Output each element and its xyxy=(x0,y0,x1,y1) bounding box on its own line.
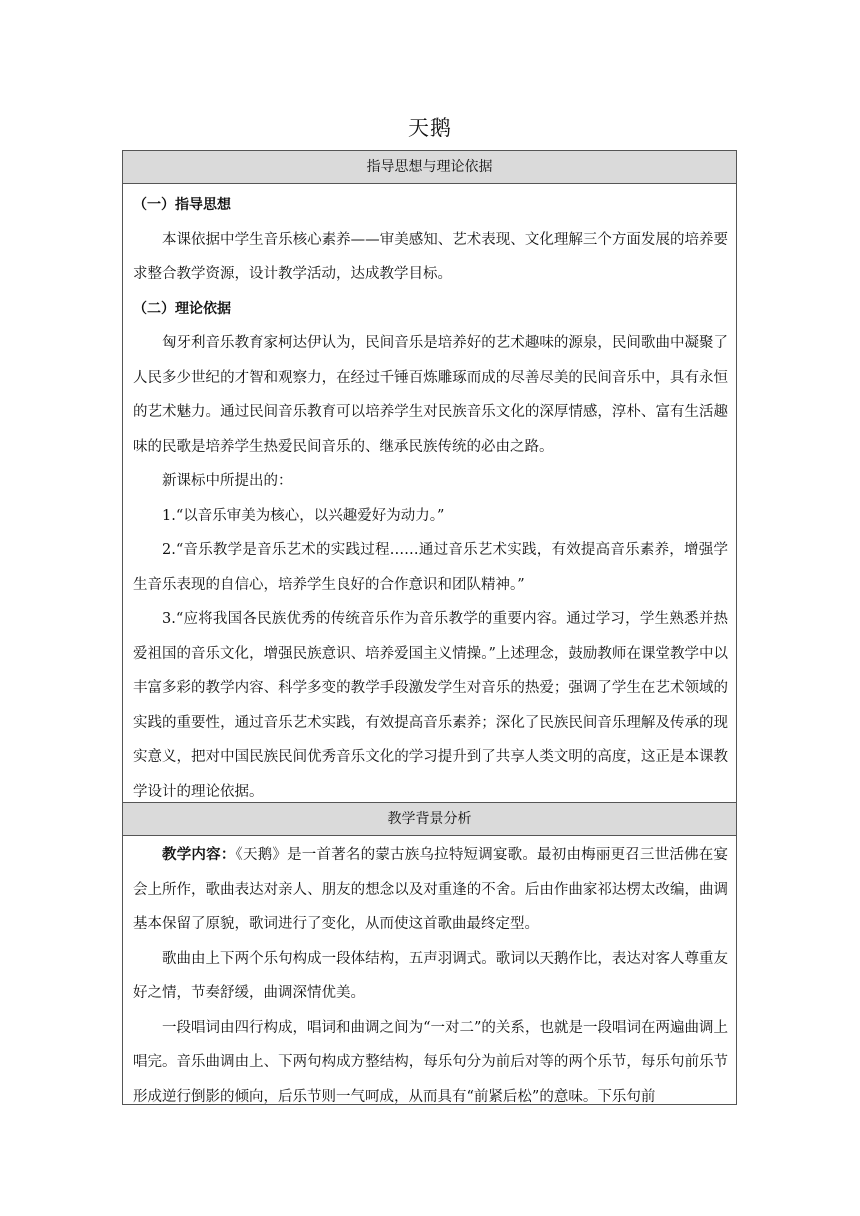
subheading-theoretical-basis: （二）理论依据 xyxy=(133,300,231,317)
paragraph-text: 《天鹅》是一首著名的蒙古族乌拉特短调宴歌。最初由梅丽更召三世活佛在宴会上所作，歌曲表达对亲人、朋友的想念以及对重逢的不舍。后由作曲家祁达楞太改编，曲调基本保留了原貌，歌词进行了变化，从而使这首歌曲最终定型。 xyxy=(133,847,729,932)
section-header-guiding-theory: 指导思想与理论依据 xyxy=(123,151,736,184)
lesson-plan-table xyxy=(122,150,737,1105)
paragraph: 一段唱词由四行构成，唱词和曲调之间为“一对二”的关系，也就是一段唱词在两遍曲调上唱完。音乐曲调由上、下两句构成方整结构，每乐句分为前后对等的两个乐节，每乐句前乐节形成逆行倒影的倾向，后乐节则一气呵成，从而具有“前紧后松”的意味。下乐句前 xyxy=(133,1019,728,1105)
list-item: 3.“应将我国各民族优秀的传统音乐作为音乐教学的重要内容。通过学习，学生熟悉并热爱祖国的音乐文化，增强民族意识、培养爱国主义情操。”上述理念，鼓励教师在课堂教学中以丰富多彩的教学内容、科学多变的教学手段激发学生对音乐的热爱；强调了学生在艺术领域的实践的重要性，通过音乐艺术实践，有效提高音乐素养；深化了民族民间音乐理解及传承的现实意义，把对中国民族民间优秀音乐文化的学习提升到了共享人类文明的高度，这正是本课教学设计的理论依据。 xyxy=(133,611,728,800)
paragraph: 新课标中所提出的： xyxy=(162,473,293,489)
paragraph: 本课依据中学生音乐核心素养——审美感知、艺术表现、文化理解三个方面发展的培养要求整合教学资源，设计教学活动，达成教学目标。 xyxy=(133,231,728,282)
document-title: 天鹅 xyxy=(408,116,452,140)
subheading-guiding-thought: （一）指导思想 xyxy=(133,197,231,213)
paragraph xyxy=(133,838,728,942)
lead-label: 教学内容： xyxy=(162,847,236,863)
section-body-background-analysis xyxy=(123,836,736,1114)
section-body-guiding-theory xyxy=(123,184,736,802)
list-item: 1.“以音乐审美为核心，以兴趣爱好为动力。” xyxy=(162,507,445,524)
paragraph: 歌曲由上下两个乐句构成一段体结构，五声羽调式。歌词以天鹅作比，表达对客人尊重友好之情，节奏舒缓，曲调深情优美。 xyxy=(133,950,728,1001)
section-header-background-analysis: 教学背景分析 xyxy=(123,802,736,836)
list-item: 2.“音乐教学是音乐艺术的实践过程……通过音乐艺术实践，有效提高音乐素养，增强学生音乐表现的自信心，培养学生良好的合作意识和团队精神。” xyxy=(133,542,728,593)
paragraph: 匈牙利音乐教育家柯达伊认为，民间音乐是培养好的艺术趣味的源泉，民间歌曲中凝聚了人民多少世纪的才智和观察力，在经过千锤百炼雕琢而成的尽善尽美的民间音乐中，具有永恒的艺术魅力。通过民间音乐教育可以培养学生对民族音乐文化的深厚情感，淳朴、富有生活趣味的民歌是培养学生热爱民间音乐的、继承民族传统的必由之路。 xyxy=(133,335,728,455)
